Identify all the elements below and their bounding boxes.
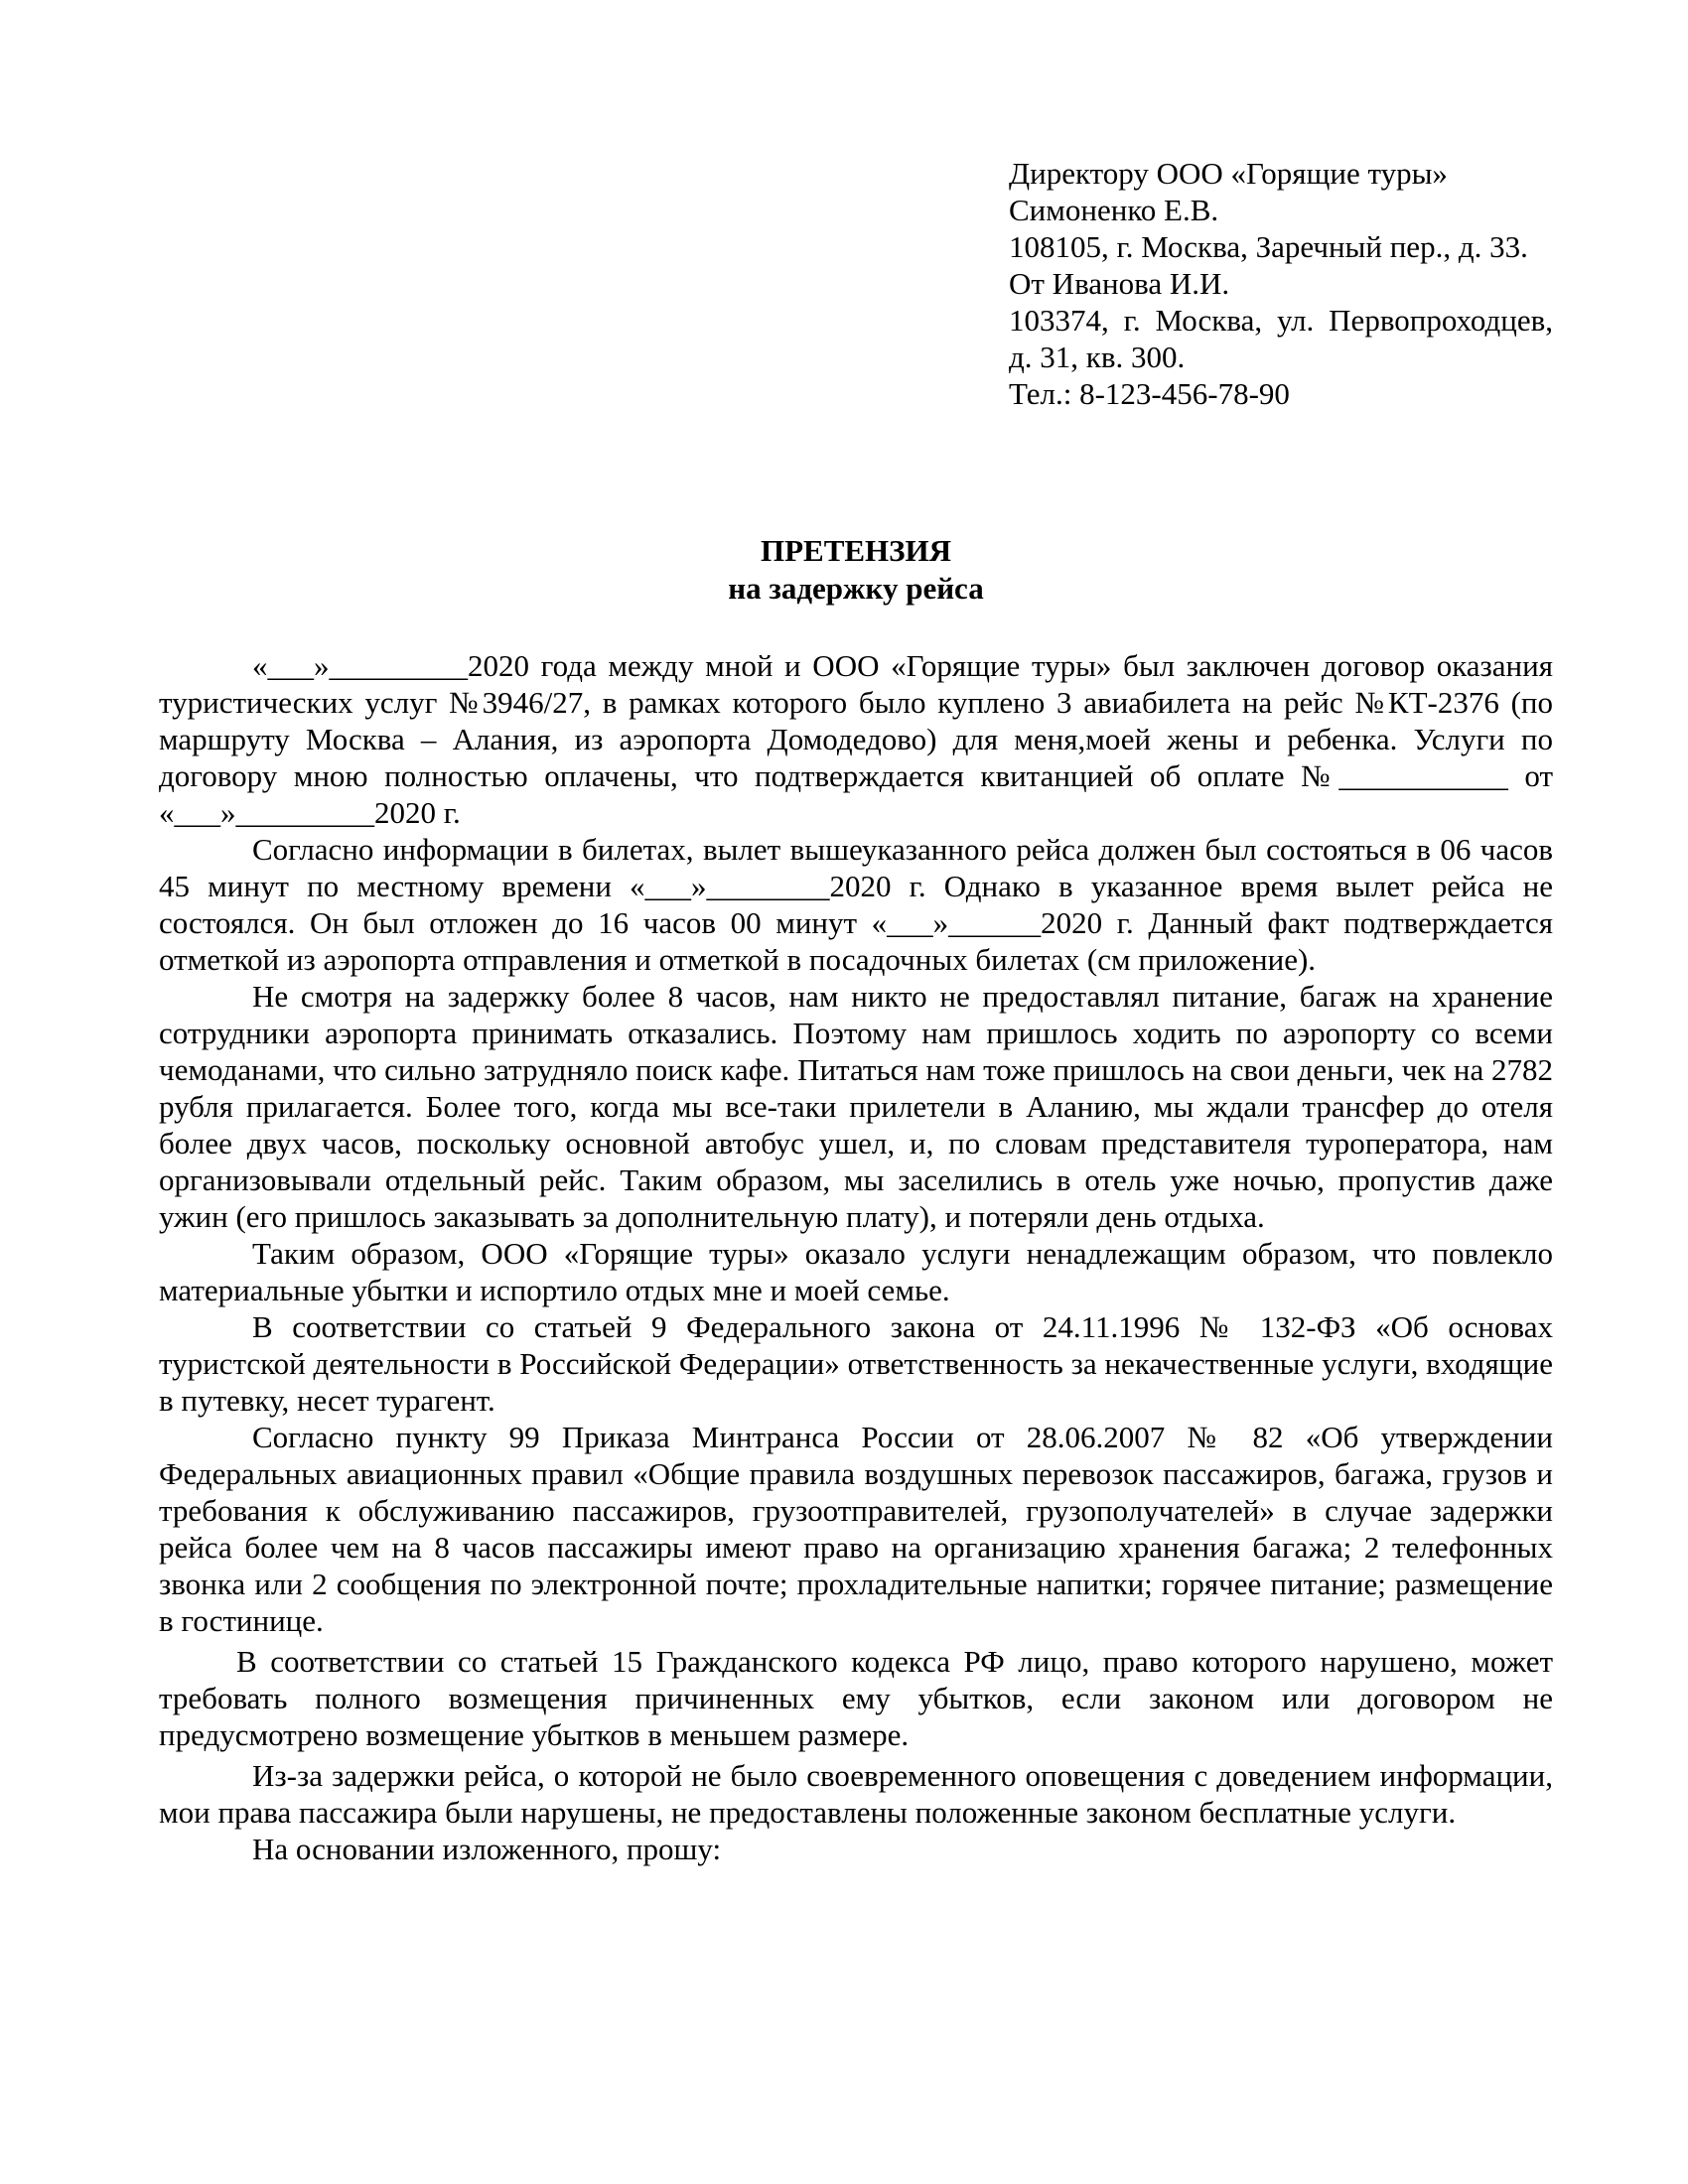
title-main: ПРЕТЕНЗИЯ: [760, 533, 952, 568]
addressee-block: [1009, 155, 1553, 412]
document-body: [159, 647, 1553, 1867]
paragraph-mintrans-order: Согласно пункту 99 Приказа Минтранса России от 28.06.2007 № 82 «Об утверждении Федеральных авиационных правил «Общие правила воздушных перевозок пассажиров, багажа, грузов и требования к обслуживанию пассажиров, грузоотправителей, грузополучателей» в случае задержки рейса более чем на 8 часов пассажиры имеют право на организацию хранения багажа; 2 телефонных звонка или 2 сообщения по электронной почте; прохладительные напитки; горячее питание; размещение в гостинице.: [159, 1420, 1553, 1638]
sender-name: От Иванова И.И.: [1009, 266, 1230, 301]
addressee-address: 108105, г. Москва, Заречный пер., д. 33.: [1009, 229, 1528, 264]
paragraph-contract: «___»_________2020 года между мной и ООО «Горящие туры» был заключен договор оказания туристических услуг №3946/27, в рамках которого было куплено 3 авиабилета на рейс №КТ-2376 (по маршруту Москва – Алания, из аэропорта Домодедово) для меня,моей жены и ребенка. Услуги по договору мною полностью оплачены, что подтверждается квитанцией об оплате №___________ от «___»_________2020 г.: [159, 648, 1553, 830]
paragraph-request: На основании изложенного, прошу:: [252, 1832, 722, 1866]
paragraph-civil-code-15: В соответствии со статьей 15 Гражданского кодекса РФ лицо, право которого нарушено, может требовать полного возмещения причиненных ему убытков, если законом или договором не предусмотрено возмещение убытков в меньшем размере.: [159, 1644, 1553, 1752]
document-title: [159, 532, 1553, 608]
title-sub: на задержку рейса: [728, 571, 984, 606]
sender-address: 103374, г. Москва, ул. Первопроходцев, д. 31, кв. 300.: [1009, 303, 1553, 374]
paragraph-flight-delay: Согласно информации в билетах, вылет вышеуказанного рейса должен был состояться в 06 часов 45 минут по местному времени «___»________2020 г. Однако в указанное время вылет рейса не состоялся. Он был отложен до 16 часов 00 минут «___»______2020 г. Данный факт подтверждается отметкой из аэропорта отправления и отметкой в посадочных билетах (см приложение).: [159, 832, 1553, 977]
paragraph-no-services: Не смотря на задержку более 8 часов, нам никто не предоставлял питание, багаж на хранение сотрудники аэропорта принимать отказались. Поэтому нам пришлось ходить по аэропорту со всеми чемоданами, что сильно затрудняло поиск кафе. Питаться нам тоже пришлось на свои деньги, чек на 2782 рубля прилагается. Более того, когда мы все-таки прилетели в Аланию, мы ждали трансфер до отеля более двух часов, поскольку основной автобус ушел, и, по словам представителя туроператора, нам организовывали отдельный рейс. Таким образом, мы заселились в отель уже ночью, пропустив даже ужин (его пришлось заказывать за дополнительную плату), и потеряли день отдыха.: [159, 979, 1553, 1234]
paragraph-improper-services: Таким образом, ООО «Горящие туры» оказало услуги ненадлежащим образом, что повлекло материальные убытки и испортило отдых мне и моей семье.: [159, 1236, 1553, 1307]
paragraph-law-article-9: В соответствии со статьей 9 Федерального закона от 24.11.1996 № 132-ФЗ «Об основах туристской деятельности в Российской Федерации» ответственность за некачественные услуги, входящие в путевку, несет турагент.: [159, 1309, 1553, 1418]
addressee-name: Симоненко Е.В.: [1009, 193, 1219, 227]
addressee-director: Директору ООО «Горящие туры»: [1009, 156, 1448, 191]
sender-phone: Тел.: 8-123-456-78-90: [1009, 376, 1290, 411]
paragraph-rights-violated: Из-за задержки рейса, о которой не было своевременного оповещения с доведением информации, мои права пассажира были нарушены, не предоставлены положенные законом бесплатные услуги.: [159, 1758, 1553, 1830]
